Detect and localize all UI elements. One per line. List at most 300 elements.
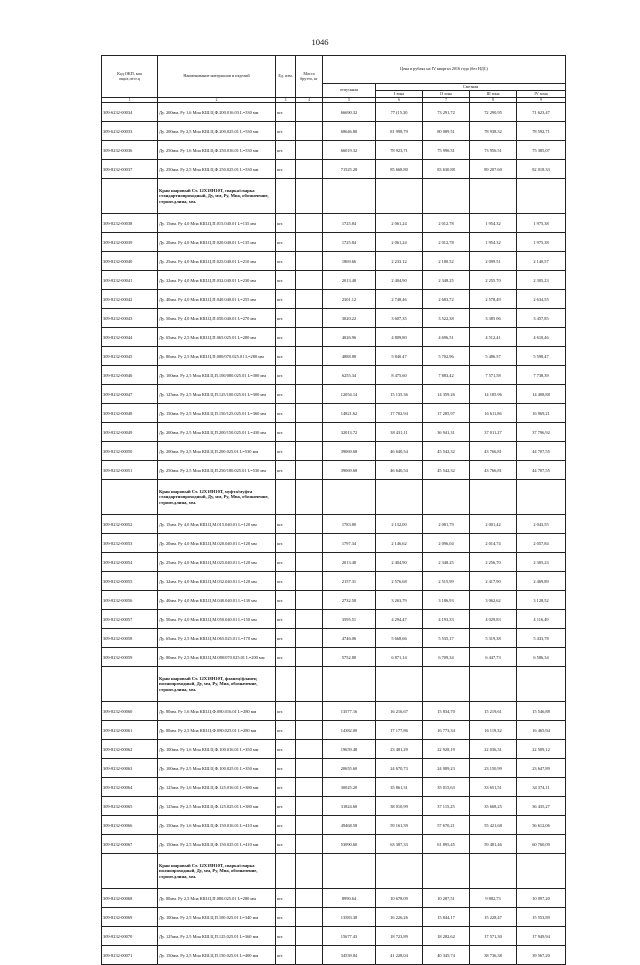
price-release: 39069.68 (323, 461, 376, 480)
item-name: Ду. 20мм. Ру 4,0 Мпа КШ.Ц.М.020.040.01 L=120 мм (158, 534, 276, 553)
empty-cell (323, 179, 376, 214)
item-name: Ду. 125мм. Ру 2,5 Мпа КШ.Ц.П.125.025.01 L=360 мм (158, 927, 276, 946)
item-name: Ду. 80мм. Ру 2,5 Мпа КШ.Ц.Ф.080.025.01 L=280 мм (158, 721, 276, 740)
item-mass (296, 160, 323, 179)
price-zone-1: 10 678,09 (376, 889, 423, 908)
item-name: Ду. 32мм. Ру 4,0 Мпа КШ.Ц.М.032.040.01 L=120 мм (158, 572, 276, 591)
item-unit: шт. (276, 309, 296, 328)
item-code: 309-8232-00046 (102, 366, 158, 385)
column-number: 6 (376, 98, 423, 103)
item-code: 309-8232-00055 (102, 572, 158, 591)
item-code: 309-8232-00069 (102, 908, 158, 927)
item-name: Ду. 80мм. Ру 2,5 Мпа КШ.Ц.М.080/070.025.01 L=200 мм (158, 648, 276, 667)
item-mass (296, 816, 323, 835)
table-row (102, 404, 566, 423)
price-zone-4: 3 128,52 (517, 591, 566, 610)
table-row (102, 160, 566, 179)
price-zone-1: 5 840.47 (376, 347, 423, 366)
price-zone-1: 63 387,33 (376, 835, 423, 854)
empty-cell (276, 179, 296, 214)
price-zone-1: 24 670,73 (376, 759, 423, 778)
price-zone-3: 14 185.96 (470, 385, 517, 404)
table-row (102, 122, 566, 141)
header-release: отпускная (323, 84, 376, 98)
price-zone-3: 55 421,68 (470, 816, 517, 835)
table-row (102, 233, 566, 252)
item-name: Ду. 200мм. Ру 2,5 Мпа КШ.Ц.П.200/150.025.01 L=430 мм (158, 423, 276, 442)
price-zone-2: 80 089.51 (423, 122, 470, 141)
price-zone-2: 7 883,42 (423, 366, 470, 385)
item-mass (296, 835, 323, 854)
table-body (102, 103, 566, 965)
empty-cell (296, 480, 323, 515)
price-zone-2: 2 096,04 (423, 534, 470, 553)
price-zone-4: 1 975,38 (517, 214, 566, 233)
item-code: 309-8232-00060 (102, 702, 158, 721)
price-zone-1: 4 294,47 (376, 610, 423, 629)
item-mass (296, 759, 323, 778)
price-zone-3: 3 385 06 (470, 309, 517, 328)
price-zone-1: 2 061,24 (376, 214, 423, 233)
item-unit: шт. (276, 252, 296, 271)
item-code: 309-8232-00052 (102, 515, 158, 534)
empty-cell (470, 480, 517, 515)
item-code: 309-8232-00056 (102, 591, 158, 610)
price-zone-4: 34 374,11 (517, 778, 566, 797)
item-unit: шт. (276, 572, 296, 591)
table-row (102, 461, 566, 480)
price-zone-4: 2 634,55 (517, 290, 566, 309)
section-heading-row (102, 854, 566, 889)
header-estimate: Сметная (376, 84, 566, 91)
empty-cell (470, 854, 517, 889)
header-zone-1: I зона (376, 91, 423, 98)
empty-cell (102, 179, 158, 214)
item-mass (296, 309, 323, 328)
price-release: 14382.00 (323, 721, 376, 740)
item-mass (296, 461, 323, 480)
empty-cell (517, 854, 566, 889)
price-zone-3: 16 611,86 (470, 404, 517, 423)
table-row (102, 835, 566, 854)
table-row (102, 702, 566, 721)
item-code: 309-8232-00036 (102, 141, 158, 160)
item-unit: шт. (276, 534, 296, 553)
item-unit: шт. (276, 404, 296, 423)
empty-cell (323, 854, 376, 889)
price-zone-1: 2 404,90 (376, 271, 423, 290)
section-heading-row (102, 480, 566, 515)
price-zone-1: 3 607,35 (376, 309, 423, 328)
price-zone-4: 2 469,89 (517, 572, 566, 591)
price-zone-2: 14 359.26 (423, 385, 470, 404)
price-zone-3: 22 036,31 (470, 740, 517, 759)
empty-cell (517, 667, 566, 702)
price-zone-2: 5 535,17 (423, 629, 470, 648)
empty-cell (296, 667, 323, 702)
price-zone-1: 16 226,26 (376, 908, 423, 927)
item-name: Ду. 125мм. Ру 2,5 Мпа КШ.Ц.Ф.125.025.01 L=380 мм (158, 797, 276, 816)
item-unit: шт. (276, 946, 296, 965)
item-unit: шт. (276, 591, 296, 610)
price-zone-2: 45 542,32 (423, 461, 470, 480)
table-row (102, 927, 566, 946)
price-zone-2: 36 941,31 (423, 423, 470, 442)
price-zone-4: 78 592,71 (517, 122, 566, 141)
item-mass (296, 908, 323, 927)
table-row (102, 141, 566, 160)
price-zone-3: 37 011,27 (470, 423, 517, 442)
price-release: 3595.51 (323, 610, 376, 629)
table-row (102, 423, 566, 442)
price-zone-2: 35 015,63 (423, 778, 470, 797)
price-release: 2013.48 (323, 553, 376, 572)
item-code: 309-8232-00037 (102, 160, 158, 179)
section-heading: Кран шаровый Ст. 12Х18Н10Т, сварка/сварка полнопроходный, Ду, мм, Ру, Мпа, обозначение, строит.длина, мм. (158, 854, 276, 889)
price-zone-2: 4 696,51 (423, 328, 470, 347)
item-unit: шт. (276, 103, 296, 122)
item-name: Ду. 20мм. Ру 4,0 Мпа КШ.Ц.П.020.040.01 L=135 мм (158, 233, 276, 252)
price-zone-1: 41 228,04 (376, 946, 423, 965)
price-zone-3: 1 954.32 (470, 233, 517, 252)
price-release: 3020.22 (323, 309, 376, 328)
price-zone-3: 1 954.32 (470, 214, 517, 233)
price-zone-3: 73 956.51 (470, 141, 517, 160)
price-zone-1: 2 132,00 (376, 515, 423, 534)
price-zone-1: 35 861,31 (376, 778, 423, 797)
price-zone-4: 60 760,09 (517, 835, 566, 854)
item-mass (296, 515, 323, 534)
item-name: Ду. 125мм. Ру 1,6 Мпа КШ.Ц.Ф.125.016.01 L=380 мм (158, 778, 276, 797)
item-name: Ду. 80мм. Ру 2,5 Мпа КШ.Ц.П.080.025.01 L=280 мм (158, 889, 276, 908)
price-zone-2: 15 844,17 (423, 908, 470, 927)
table-row (102, 816, 566, 835)
item-name: Ду. 40мм. Ру 4,0 Мпа КШ.Ц.П.040.040.01 L=255 мм (158, 290, 276, 309)
price-zone-3: 2 578,49 (470, 290, 517, 309)
price-zone-4: 56 612,06 (517, 816, 566, 835)
price-zone-2: 17 285,97 (423, 404, 470, 423)
empty-cell (376, 667, 423, 702)
price-zone-4: 22 509,12 (517, 740, 566, 759)
header-unit: Ед. изм. (276, 56, 296, 98)
item-name: Ду. 40мм. Ру 4,0 Мпа КШ.Ц.М.040.040.01 L=130 мм (158, 591, 276, 610)
item-mass (296, 591, 323, 610)
header-price: Цена в рублях на IV квартал 2016 года (без НДС) (323, 56, 566, 84)
price-zone-2: 15 834,70 (423, 702, 470, 721)
item-mass (296, 740, 323, 759)
price-zone-1: 2 576,68 (376, 572, 423, 591)
item-unit: шт. (276, 347, 296, 366)
price-zone-2: 37 115,25 (423, 797, 470, 816)
item-unit: шт. (276, 702, 296, 721)
section-heading: Кран шаровый Ст. 12Х18Н10Т, фланец/фланец полнопроходный, Ду, мм, Ру, Мпа, обозначение, строит.длина, мм. (158, 667, 276, 702)
price-zone-3: 2 256,70 (470, 553, 517, 572)
item-name: Ду. 125мм. Ру 2,5 Мпа КШ.Ц.П.125/100.025.01 L=300 мм (158, 385, 276, 404)
price-zone-4: 2 140,57 (517, 252, 566, 271)
price-table-container (101, 55, 565, 965)
column-number: 1 (102, 98, 158, 103)
price-zone-1: 4 809,80 (376, 328, 423, 347)
item-code: 309-8232-00039 (102, 233, 158, 252)
price-zone-2: 2 081,79 (423, 515, 470, 534)
item-name: Ду. 150мм. Ру 2,5 Мпа КШ.Ц.Ф.150.025.01 L=410 мм (158, 835, 276, 854)
price-zone-2: 2 348.25 (423, 271, 470, 290)
column-number: 2 (158, 98, 276, 103)
price-zone-3: 7 571,58 (470, 366, 517, 385)
price-release: 2301.12 (323, 290, 376, 309)
item-name: Ду. 32мм. Ру 4,0 Мпа КШ.Ц.П.032.040.01 L=230 мм (158, 271, 276, 290)
price-release: 53090.60 (323, 835, 376, 854)
empty-cell (323, 667, 376, 702)
price-zone-4: 71 623,47 (517, 103, 566, 122)
item-mass (296, 366, 323, 385)
price-zone-2: 61 895,45 (423, 835, 470, 854)
price-zone-3: 4 512,41 (470, 328, 517, 347)
price-zone-1: 85 668.80 (376, 160, 423, 179)
item-mass (296, 442, 323, 461)
price-zone-3: 33 651,51 (470, 778, 517, 797)
price-zone-4: 14 408,88 (517, 385, 566, 404)
price-zone-4: 5 598,47 (517, 347, 566, 366)
item-unit: шт. (276, 553, 296, 572)
price-release: 19659.48 (323, 740, 376, 759)
price-zone-2: 40 345,74 (423, 946, 470, 965)
empty-cell (470, 667, 517, 702)
price-zone-1: 77 (15,30 (376, 103, 423, 122)
empty-cell (276, 480, 296, 515)
price-zone-3: 3 062,62 (470, 591, 517, 610)
price-zone-3: 38 736,38 (470, 946, 517, 965)
item-name: Ду. 100мм. Ру 1,6 Мпа КШ.Ц.Ф.100.016.01 L=350 мм (158, 740, 276, 759)
item-unit: шт. (276, 610, 296, 629)
header-name: Наименование материалов и изделий (158, 56, 276, 98)
column-number: 4 (296, 98, 323, 103)
price-zone-2: 83 630.88 (423, 160, 470, 179)
price-zone-1: 38 431,11 (376, 423, 423, 442)
item-code: 309-8232-00067 (102, 835, 158, 854)
price-zone-2: 10 287,51 (423, 889, 470, 908)
price-zone-4: 6 586,34 (517, 648, 566, 667)
empty-cell (276, 854, 296, 889)
table-row (102, 347, 566, 366)
price-zone-2: 22 928,19 (423, 740, 470, 759)
table-row (102, 309, 566, 328)
empty-cell (102, 667, 158, 702)
item-mass (296, 385, 323, 404)
price-zone-2: 45 542,32 (423, 442, 470, 461)
table-row (102, 648, 566, 667)
price-zone-1: 8 475,60 (376, 366, 423, 385)
price-zone-3: 59 481,46 (470, 835, 517, 854)
item-unit: шт. (276, 515, 296, 534)
price-zone-2: 3 186,93 (423, 591, 470, 610)
item-name: Ду. 15мм. Ру 4,0 Мпа КШ.Ц.М.015.040.01 L=120 мм (158, 515, 276, 534)
item-code: 309-8232-00059 (102, 648, 158, 667)
table-row (102, 740, 566, 759)
item-mass (296, 233, 323, 252)
empty-cell (376, 480, 423, 515)
price-zone-2: 18 282,62 (423, 927, 470, 946)
price-zone-1: 18 723,89 (376, 927, 423, 946)
item-unit: шт. (276, 290, 296, 309)
item-name: Ду. 80мм. Ру 1,6 Мпа КШ.Ц.Ф.080.016.01 L=280 мм (158, 702, 276, 721)
price-release: 39069.68 (323, 442, 376, 461)
price-zone-3: 2 001,42 (470, 515, 517, 534)
price-zone-4: 44 707,55 (517, 461, 566, 480)
header-mass: Масса брутто, кг (296, 56, 323, 98)
price-zone-4: 82 018.33 (517, 160, 566, 179)
item-unit: шт. (276, 721, 296, 740)
item-code: 309-8232-00064 (102, 778, 158, 797)
price-zone-4: 3 457,85 (517, 309, 566, 328)
item-name: Ду. 100мм. Ру 2,5 Мпа КШ.Ц.Ф.100.025.01 L=350 мм (158, 759, 276, 778)
item-name: Ду. 65мм. Ру 2,5 Мпа КШ.Ц.М.065.025.01 L=170 мм (158, 629, 276, 648)
price-zone-2: 2 683,72 (423, 290, 470, 309)
price-zone-3: 2 099.51 (470, 252, 517, 271)
item-code: 309-8232-00045 (102, 347, 158, 366)
price-zone-2: 75 996.31 (423, 141, 470, 160)
table-row (102, 515, 566, 534)
price-zone-4: 75 385,07 (517, 141, 566, 160)
item-code: 309-8232-00058 (102, 629, 158, 648)
table-row (102, 797, 566, 816)
item-code: 309-8232-00043 (102, 309, 158, 328)
price-zone-1: 2 748,46 (376, 290, 423, 309)
price-zone-3: 35 668,25 (470, 797, 517, 816)
item-mass (296, 610, 323, 629)
price-release: 4746.06 (323, 629, 376, 648)
item-mass (296, 553, 323, 572)
item-code: 309-8232-00041 (102, 271, 158, 290)
item-unit: шт. (276, 423, 296, 442)
item-code: 309-8232-00070 (102, 927, 158, 946)
column-number: 9 (517, 98, 566, 103)
price-zone-1: 2 233.12 (376, 252, 423, 271)
price-zone-4: 15 546,88 (517, 702, 566, 721)
item-code: 309-8232-00062 (102, 740, 158, 759)
section-heading: Кран шаровый Ст. 12Х18Н10Т, муфта/муфта стандартнопроходный, Ду, мм, Ру, Мпа, обозначение, строит.длина, мм. (158, 480, 276, 515)
table-row (102, 252, 566, 271)
item-mass (296, 347, 323, 366)
price-zone-1: 17 177,86 (376, 721, 423, 740)
item-unit: шт. (276, 759, 296, 778)
item-name: Ду. 200мм. Ру 2,5 Мпа КШ.Ц.П.200.025.01 L=530 мм (158, 442, 276, 461)
header-zone-4: IV зона (517, 91, 566, 98)
item-code: 309-8232-00054 (102, 553, 158, 572)
table-row (102, 103, 566, 122)
item-code: 309-8232-00071 (102, 946, 158, 965)
price-zone-1: 81 998,79 (376, 122, 423, 141)
table-row (102, 214, 566, 233)
empty-cell (296, 854, 323, 889)
price-release: 13577.16 (323, 702, 376, 721)
empty-cell (323, 480, 376, 515)
price-zone-3: 89 207.60 (470, 160, 517, 179)
item-mass (296, 404, 323, 423)
item-code: 309-8232-00063 (102, 759, 158, 778)
price-zone-4: 15 553,89 (517, 908, 566, 927)
item-name: Ду. 100мм. Ру 2,5 Мпа КШ.Ц.П.100/080.025.01 L=300 мм (158, 366, 276, 385)
column-number: 5 (323, 98, 376, 103)
price-zone-3: 2 255.70 (470, 271, 517, 290)
price-release: 1783.80 (323, 515, 376, 534)
price-zone-3: 4 029,83 (470, 610, 517, 629)
item-name: Ду. 80мм. Ру 2,5 Мпа КШ.Ц.П.080/070.025.01 L=280 мм (158, 347, 276, 366)
item-code: 309-8232-00068 (102, 889, 158, 908)
item-mass (296, 946, 323, 965)
price-release: 68646.80 (323, 122, 376, 141)
price-zone-2: 2 515,99 (423, 572, 470, 591)
item-unit: шт. (276, 122, 296, 141)
item-unit: шт. (276, 740, 296, 759)
item-code: 309-6232-00033 (102, 122, 158, 141)
item-mass (296, 271, 323, 290)
price-zone-3: 2 417,90 (470, 572, 517, 591)
price-zone-1: 16 216,67 (376, 702, 423, 721)
price-zone-3: 6 447,73 (470, 648, 517, 667)
item-code: 309-8232-00044 (102, 328, 158, 347)
item-mass (296, 797, 323, 816)
table-row (102, 271, 566, 290)
column-number: 7 (423, 98, 470, 103)
price-release: 5752.80 (323, 648, 376, 667)
price-zone-4: 4 610,46 (517, 328, 566, 347)
price-zone-4: 4 116,49 (517, 610, 566, 629)
item-mass (296, 778, 323, 797)
table-row (102, 290, 566, 309)
price-zone-4: 2 305,23 (517, 271, 566, 290)
header-zone-3: III зона (470, 91, 517, 98)
price-zone-1: 46 640,54 (376, 442, 423, 461)
price-zone-4: 44 707,55 (517, 442, 566, 461)
item-unit: шт. (276, 816, 296, 835)
price-zone-1: 3 263,79 (376, 591, 423, 610)
section-heading: Кран шаровый Ст. 12Х18Н10Т, сварка/сварка стандартнопроходный, Ду, мм, Ру, Мпа, обозначение, строит.длина, мм. (158, 179, 276, 214)
item-unit: шт. (276, 233, 296, 252)
price-release: 4026.96 (323, 328, 376, 347)
table-row (102, 629, 566, 648)
item-mass (296, 702, 323, 721)
price-zone-2: 2 348.25 (423, 553, 470, 572)
price-zone-2: 57 670,21 (423, 816, 470, 835)
item-mass (296, 290, 323, 309)
price-release: 1869.66 (323, 252, 376, 271)
price-release: 12054.14 (323, 385, 376, 404)
price-zone-2: 3 522,38 (423, 309, 470, 328)
price-release: 2732.58 (323, 591, 376, 610)
price-zone-4: 5 433,78 (517, 629, 566, 648)
price-release: 14821.62 (323, 404, 376, 423)
empty-cell (276, 667, 296, 702)
item-mass (296, 534, 323, 553)
item-code: 309-8232-00048 (102, 404, 158, 423)
price-zone-1: 15 135.36 (376, 385, 423, 404)
item-unit: шт. (276, 385, 296, 404)
item-name: Ду. 250мм. Ру 2,5 Мпа КШ.Ц.Ф.250.025.01 L=530 мм (158, 160, 276, 179)
price-release: 8990.64 (323, 889, 376, 908)
price-zone-2: 24 089,23 (423, 759, 470, 778)
item-name: Ду. 25мм. Ру 4,0 Мпа КШ.Ц.П.025.040.01 L=210 мм (158, 252, 276, 271)
price-zone-3: 15 228,47 (470, 908, 517, 927)
item-unit: шт. (276, 271, 296, 290)
price-release: 2013.48 (323, 271, 376, 290)
item-unit: шт. (276, 797, 296, 816)
item-mass (296, 927, 323, 946)
price-zone-1: 38 010,99 (376, 797, 423, 816)
item-code: 309-8232-00047 (102, 385, 158, 404)
item-code: 309-8232-00049 (102, 423, 158, 442)
item-name: Ду. 150мм. Ру 2,5 Мпа КШ.Ц.П.150.025.01 L=400 мм (158, 946, 276, 965)
